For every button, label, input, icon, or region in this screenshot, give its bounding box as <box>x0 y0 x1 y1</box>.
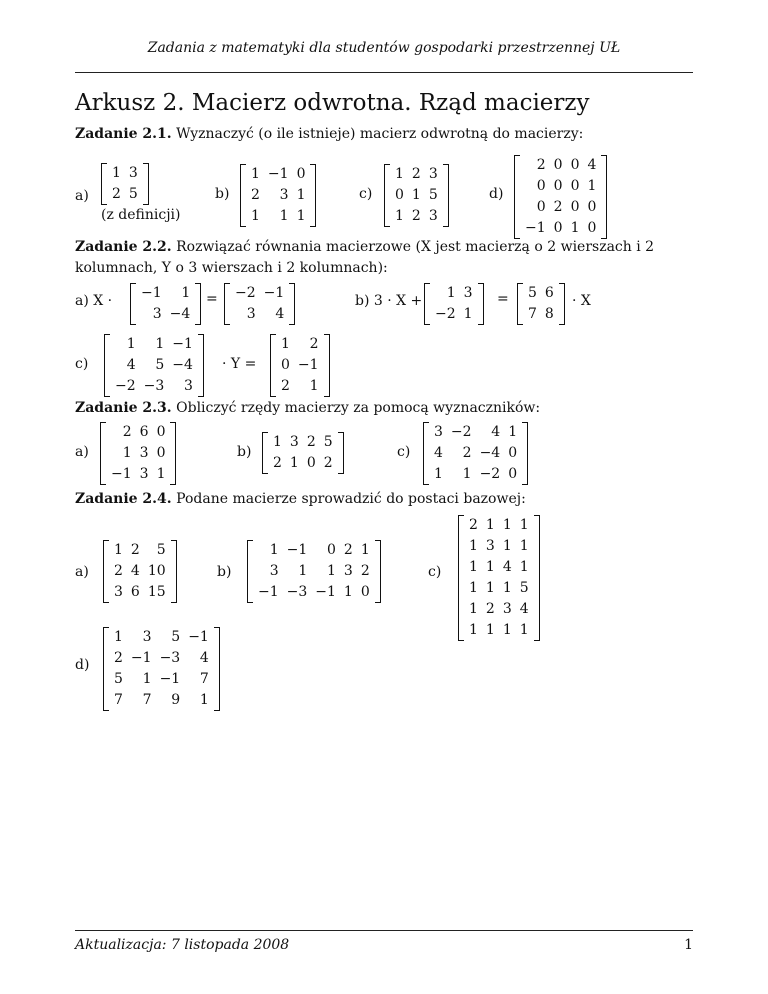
matrix-cell: 3 <box>428 208 438 224</box>
task-text: Rozwiązać równania macierzowe (X jest macierzą o 2 wierszach i 2 kolumnach, Y o 3 wierszach i 2 kolumnach): <box>75 239 655 276</box>
matrix-cell: 4 <box>130 563 140 579</box>
matrix <box>103 540 177 603</box>
matrix-cell: 1 <box>446 285 456 301</box>
equals-sign: = <box>206 291 218 307</box>
operator-y: · Y = <box>222 356 257 372</box>
matrix-cell: 1 <box>485 559 495 575</box>
matrix-cell: 1 <box>434 466 443 482</box>
matrix-cell: 5 <box>428 187 438 203</box>
matrix-cell: −2 <box>235 285 256 301</box>
matrix-cell: 1 <box>273 434 282 450</box>
matrix-cell: 1 <box>296 208 306 224</box>
task-text: Obliczyć rzędy macierzy za pomocą wyznaczników: <box>176 400 541 416</box>
matrix <box>224 283 295 325</box>
left-bracket <box>423 422 429 485</box>
matrix-grid <box>270 334 330 397</box>
matrix-cell: 1 <box>395 208 404 224</box>
matrix-cell: −1 <box>172 336 193 352</box>
matrix <box>103 627 220 711</box>
right-bracket <box>478 283 484 325</box>
matrix-cell: 1 <box>519 559 529 575</box>
left-bracket <box>384 164 390 227</box>
right-bracket <box>170 422 176 485</box>
matrix-grid <box>130 283 201 325</box>
matrix-cell: 2 <box>360 563 370 579</box>
left-bracket <box>104 334 110 397</box>
matrix-cell: 1 <box>485 622 495 638</box>
matrix <box>262 432 344 474</box>
matrix-cell: 5 <box>128 186 138 202</box>
right-bracket <box>559 283 565 325</box>
matrix-cell: 1 <box>485 517 495 533</box>
matrix-cell: 1 <box>519 517 529 533</box>
matrix-cell: −3 <box>286 584 308 600</box>
matrix-cell: 15 <box>147 584 166 600</box>
matrix-cell: 2 <box>469 517 478 533</box>
right-bracket <box>310 164 316 227</box>
matrix-cell: 1 <box>251 166 260 182</box>
matrix-cell: 2 <box>114 563 123 579</box>
task-number: Zadanie 2.4. <box>75 491 172 507</box>
matrix-grid <box>224 283 295 325</box>
left-bracket <box>458 515 464 641</box>
matrix-cell: 1 <box>469 622 478 638</box>
task-text: Wyznaczyć (o ile istnieje) macierz odwrotną do macierzy: <box>176 126 584 142</box>
task-number: Zadanie 2.2. <box>75 239 172 255</box>
matrix <box>101 163 149 205</box>
matrix-cell: −2 <box>115 378 136 394</box>
page-title: Arkusz 2. Macierz odwrotna. Rząd macierzy <box>75 90 590 116</box>
matrix-cell: 1 <box>309 378 319 394</box>
matrix <box>247 540 381 603</box>
matrix-cell: −1 <box>141 285 162 301</box>
right-bracket <box>601 155 607 239</box>
matrix-cell: 4 <box>587 157 597 173</box>
matrix-cell: 7 <box>528 306 537 322</box>
equation-b-suffix: · X <box>572 293 591 309</box>
matrix-grid <box>103 627 220 711</box>
matrix-cell: 2 <box>273 455 282 471</box>
matrix-cell: 3 <box>142 629 152 645</box>
matrix-cell: 3 <box>434 424 443 440</box>
left-bracket <box>262 432 268 474</box>
matrix-cell: 1 <box>296 187 306 203</box>
matrix-cell: 4 <box>199 650 209 666</box>
right-bracket <box>443 164 449 227</box>
matrix-cell: −1 <box>267 166 289 182</box>
matrix-cell: −2 <box>450 424 472 440</box>
matrix-cell: 1 <box>155 336 165 352</box>
right-bracket <box>289 283 295 325</box>
left-bracket <box>103 540 109 603</box>
right-bracket <box>534 515 540 641</box>
left-bracket <box>517 283 523 325</box>
matrix-cell: −1 <box>525 220 546 236</box>
matrix-cell: 1 <box>502 580 512 596</box>
matrix <box>384 164 449 227</box>
matrix-cell: 1 <box>502 622 512 638</box>
task-2-1-heading <box>75 124 705 145</box>
matrix-cell: 6 <box>130 584 140 600</box>
equation-a-prefix: a) X · <box>75 293 113 309</box>
header-rule <box>75 72 693 73</box>
matrix-cell: 0 <box>587 199 597 215</box>
left-bracket <box>240 164 246 227</box>
label-c: c) <box>428 564 442 580</box>
matrix <box>104 334 204 397</box>
matrix-cell: 7 <box>142 692 152 708</box>
matrix-cell: 3 <box>139 466 149 482</box>
matrix-cell: 1 <box>251 208 260 224</box>
matrix-cell: −4 <box>172 357 193 373</box>
matrix-cell: −1 <box>286 542 308 558</box>
matrix <box>514 155 607 239</box>
matrix-cell: 0 <box>360 584 370 600</box>
matrix-cell: 0 <box>281 357 290 373</box>
matrix-cell: −1 <box>130 650 152 666</box>
matrix-cell: 1 <box>281 336 290 352</box>
matrix-grid <box>514 155 607 239</box>
matrix <box>100 422 176 485</box>
matrix-cell: 2 <box>251 187 260 203</box>
matrix-cell: 0 <box>536 199 546 215</box>
matrix-cell: 0 <box>156 445 166 461</box>
matrix-grid <box>103 540 177 603</box>
matrix-cell: 3 <box>485 538 495 554</box>
right-bracket <box>375 540 381 603</box>
matrix-grid <box>262 432 344 474</box>
task-number: Zadanie 2.3. <box>75 400 172 416</box>
right-bracket <box>338 432 344 474</box>
matrix-cell: 1 <box>279 208 289 224</box>
matrix-cell: 6 <box>544 285 554 301</box>
matrix-cell: 1 <box>114 542 123 558</box>
task-text: Podane macierze sprowadzić do postaci bazowej: <box>176 491 526 507</box>
matrix-cell: 0 <box>553 220 563 236</box>
matrix-cell: 4 <box>126 357 136 373</box>
matrix-cell: 5 <box>155 357 165 373</box>
matrix-cell: −1 <box>111 466 132 482</box>
matrix <box>240 164 316 227</box>
matrix <box>130 283 201 325</box>
right-bracket <box>324 334 330 397</box>
equals-sign: = <box>497 291 509 307</box>
matrix-cell: 1 <box>469 559 478 575</box>
label-a: a) <box>75 444 89 460</box>
right-bracket <box>143 163 149 205</box>
matrix-cell: 1 <box>570 220 580 236</box>
matrix-cell: 1 <box>343 584 353 600</box>
matrix-cell: 0 <box>306 455 316 471</box>
matrix <box>423 422 528 485</box>
matrix-cell: 2 <box>122 424 132 440</box>
label-b: b) <box>215 186 230 202</box>
left-bracket <box>100 422 106 485</box>
matrix-cell: 1 <box>199 692 209 708</box>
matrix-cell: −3 <box>143 378 165 394</box>
matrix-cell: −1 <box>315 584 336 600</box>
matrix-grid <box>384 164 449 227</box>
matrix-cell: 1 <box>156 466 166 482</box>
footer-update-date: Aktualizacja: 7 listopada 2008 <box>75 937 290 953</box>
label-b: b) <box>217 564 232 580</box>
matrix-cell: −1 <box>263 285 285 301</box>
matrix-cell: 0 <box>570 199 580 215</box>
matrix-cell: 5 <box>171 629 181 645</box>
matrix-cell: 1 <box>519 622 529 638</box>
left-bracket <box>514 155 520 239</box>
matrix-cell: 1 <box>327 563 336 579</box>
matrix-cell: −1 <box>297 357 319 373</box>
right-bracket <box>171 540 177 603</box>
label-a: a) <box>75 188 89 204</box>
matrix-cell: 3 <box>269 563 279 579</box>
matrix-cell: 4 <box>519 601 529 617</box>
matrix-grid <box>247 540 381 603</box>
matrix-cell: 0 <box>570 178 580 194</box>
matrix <box>458 515 540 641</box>
matrix-grid <box>240 164 316 227</box>
left-bracket <box>424 283 430 325</box>
task-2-2-heading <box>75 237 705 279</box>
task-number: Zadanie 2.1. <box>75 126 172 142</box>
matrix-grid <box>458 515 540 641</box>
matrix-cell: 1 <box>469 580 478 596</box>
matrix-cell: 2 <box>112 186 121 202</box>
matrix-cell: 4 <box>502 559 512 575</box>
label-c: c) <box>359 186 373 202</box>
left-bracket <box>103 627 109 711</box>
matrix-cell: 4 <box>275 306 285 322</box>
matrix-cell: 1 <box>502 517 512 533</box>
left-bracket <box>130 283 136 325</box>
matrix-cell: 3 <box>428 166 438 182</box>
equation-b-prefix: b) 3 · X + <box>355 293 423 309</box>
matrix-cell: 3 <box>139 445 149 461</box>
matrix-cell: 0 <box>296 166 306 182</box>
matrix-cell: 6 <box>139 424 149 440</box>
left-bracket <box>224 283 230 325</box>
matrix-cell: 1 <box>114 629 123 645</box>
matrix-cell: 2 <box>343 542 353 558</box>
matrix-cell: 4 <box>434 445 443 461</box>
matrix-cell: 2 <box>411 166 421 182</box>
matrix-cell: 3 <box>343 563 353 579</box>
matrix-cell: 5 <box>519 580 529 596</box>
matrix-cell: 3 <box>279 187 289 203</box>
matrix-cell: 3 <box>246 306 256 322</box>
matrix-cell: 0 <box>587 220 597 236</box>
matrix-cell: 0 <box>327 542 336 558</box>
matrix-cell: 5 <box>323 434 333 450</box>
right-bracket <box>195 283 201 325</box>
matrix-cell: −3 <box>159 650 181 666</box>
matrix-cell: 0 <box>553 157 563 173</box>
matrix-cell: 1 <box>395 166 404 182</box>
matrix-cell: 0 <box>553 178 563 194</box>
matrix-grid <box>100 422 176 485</box>
matrix-cell: −4 <box>479 445 501 461</box>
matrix-cell: 3 <box>289 434 299 450</box>
right-bracket <box>522 422 528 485</box>
matrix-cell: 2 <box>281 378 290 394</box>
matrix-cell: 1 <box>508 424 518 440</box>
left-bracket <box>101 163 107 205</box>
note-definition: (z definicji) <box>101 207 181 223</box>
matrix-cell: 0 <box>156 424 166 440</box>
matrix-cell: 1 <box>122 445 132 461</box>
matrix-cell: 0 <box>570 157 580 173</box>
matrix-cell: 3 <box>152 306 162 322</box>
matrix-cell: 1 <box>126 336 136 352</box>
running-header: Zadania z matematyki dla studentów gospodarki przestrzennej UŁ <box>147 40 621 56</box>
matrix-cell: 10 <box>147 563 166 579</box>
matrix-cell: 1 <box>269 542 279 558</box>
matrix-grid <box>101 163 149 205</box>
matrix-cell: 1 <box>469 538 478 554</box>
label-d: d) <box>75 657 90 673</box>
left-bracket <box>270 334 276 397</box>
matrix-grid <box>423 422 528 485</box>
matrix-cell: 1 <box>360 542 370 558</box>
label-c: c) <box>75 356 89 372</box>
matrix-cell: 2 <box>553 199 563 215</box>
matrix-cell: −2 <box>479 466 501 482</box>
matrix-cell: 2 <box>411 208 421 224</box>
matrix-cell: 2 <box>462 445 472 461</box>
matrix-cell: 1 <box>502 538 512 554</box>
matrix-cell: 2 <box>306 434 316 450</box>
task-2-4-heading <box>75 489 705 510</box>
matrix-cell: 3 <box>128 165 138 181</box>
matrix-cell: 1 <box>463 306 473 322</box>
matrix-cell: 5 <box>114 671 123 687</box>
matrix-cell: 0 <box>508 466 518 482</box>
matrix-cell: 5 <box>528 285 537 301</box>
matrix-cell: 1 <box>411 187 421 203</box>
matrix-cell: 0 <box>536 178 546 194</box>
matrix-cell: 3 <box>114 584 123 600</box>
label-a: a) <box>75 564 89 580</box>
matrix-cell: 3 <box>463 285 473 301</box>
matrix-cell: 9 <box>171 692 181 708</box>
matrix-cell: 3 <box>502 601 512 617</box>
matrix-cell: 1 <box>181 285 191 301</box>
matrix <box>270 334 330 397</box>
matrix-cell: 1 <box>112 165 121 181</box>
matrix-cell: −1 <box>258 584 279 600</box>
matrix-grid <box>424 283 484 325</box>
matrix-cell: 2 <box>536 157 546 173</box>
right-bracket <box>198 334 204 397</box>
matrix-cell: 1 <box>462 466 472 482</box>
matrix-cell: 7 <box>114 692 123 708</box>
page-number: 1 <box>684 937 693 953</box>
matrix-cell: −2 <box>435 306 456 322</box>
label-d: d) <box>489 186 504 202</box>
label-b: b) <box>237 444 252 460</box>
matrix <box>424 283 484 325</box>
matrix-cell: −4 <box>169 306 191 322</box>
task-2-3-heading <box>75 398 705 419</box>
matrix-cell: 1 <box>587 178 597 194</box>
left-bracket <box>247 540 253 603</box>
matrix-cell: 1 <box>469 601 478 617</box>
matrix <box>517 283 565 325</box>
matrix-cell: 1 <box>485 580 495 596</box>
matrix-cell: 0 <box>508 445 518 461</box>
matrix-cell: 2 <box>130 542 140 558</box>
matrix-cell: 7 <box>199 671 209 687</box>
matrix-cell: 3 <box>184 378 193 394</box>
matrix-grid <box>104 334 204 397</box>
label-c: c) <box>397 444 411 460</box>
matrix-cell: 0 <box>395 187 404 203</box>
matrix-cell: 2 <box>485 601 495 617</box>
matrix-cell: 1 <box>298 563 308 579</box>
footer-rule <box>75 930 693 931</box>
matrix-cell: 2 <box>114 650 123 666</box>
matrix-cell: 8 <box>544 306 554 322</box>
matrix-cell: 1 <box>142 671 152 687</box>
right-bracket <box>214 627 220 711</box>
matrix-cell: 2 <box>323 455 333 471</box>
matrix-cell: 5 <box>156 542 166 558</box>
matrix-cell: 4 <box>491 424 501 440</box>
matrix-grid <box>517 283 565 325</box>
matrix-cell: 2 <box>309 336 319 352</box>
matrix-cell: −1 <box>188 629 209 645</box>
matrix-cell: 1 <box>289 455 299 471</box>
matrix-cell: −1 <box>159 671 181 687</box>
matrix-cell: 1 <box>519 538 529 554</box>
